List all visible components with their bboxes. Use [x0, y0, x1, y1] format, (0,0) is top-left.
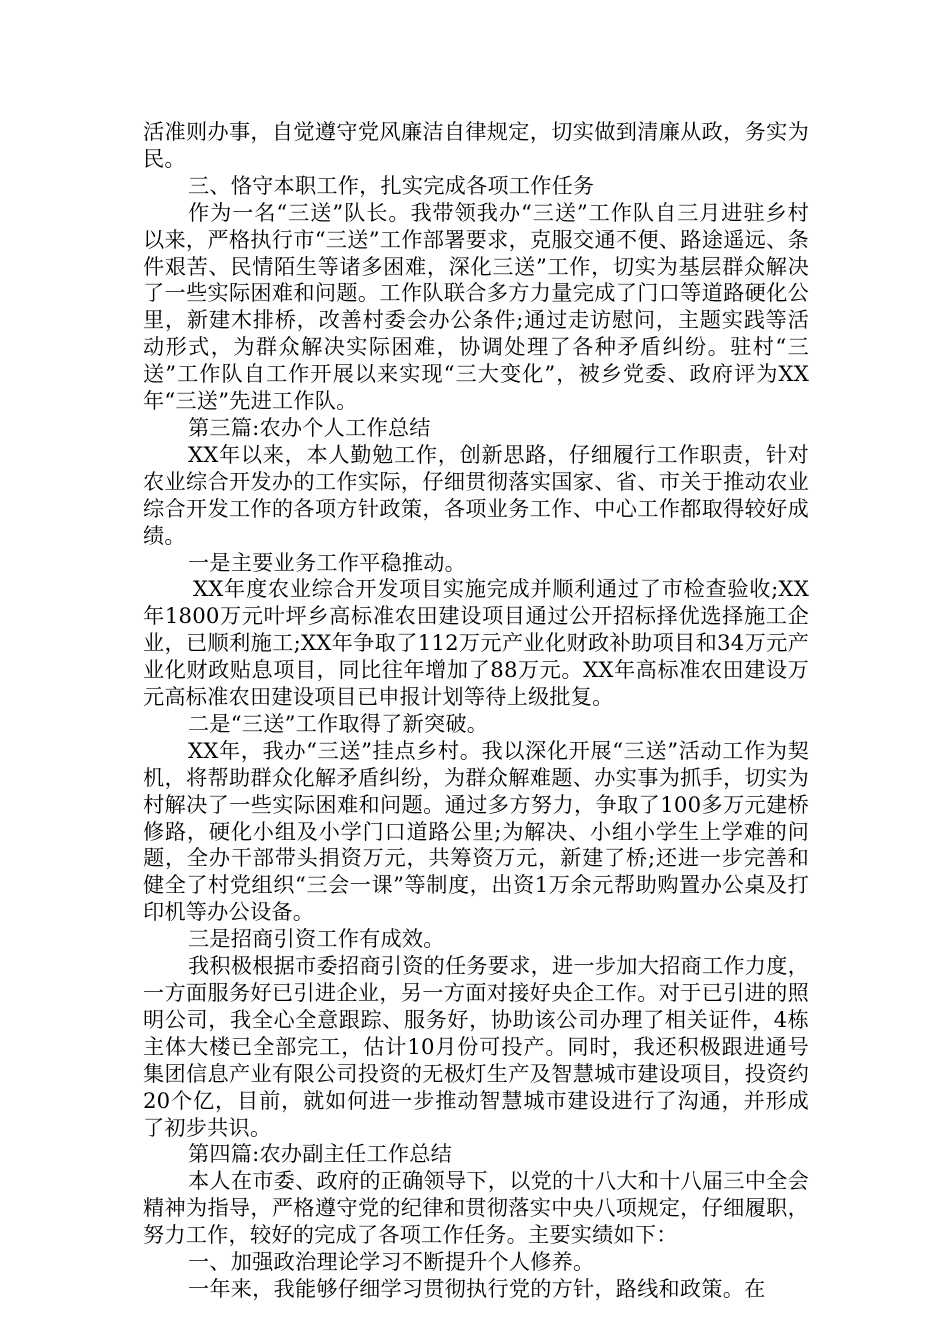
section-heading: 三是招商引资工作有成效。 — [188, 926, 445, 952]
paragraph: XX年，我办“三送”挂点乡村。我以深化开展“三送”活动工作为契机，将帮助群众化解矛盾纠纷，为群众解难题、办实事为抓手，切实为村解决了一些实际困难和问题。通过多方努力，争取了100多万元建桥修路，硬化小组及小学门口道路公里;为解决、小组小学生上学难的问题，全办干部带头捐资万元，共筹资万元，新建了桥;还进一步完善和健全了村党组织“三会一课”等制度，出资1万余元帮助购置办公桌及打印机等办公设备。 — [143, 737, 809, 925]
paragraph: XX年度农业综合开发项目实施完成并顺利通过了市检查验收;XX年1800万元叶坪乡高标准农田建设项目通过公开招标择优选择施工企业，已顺利施工;XX年争取了112万元产业化财政补助项目和34万元产业化财政贴息项目，同比往年增加了88万元。XX年高标准农田建设万元高标准农田建设项目已申报计划等待上级批复。 — [143, 576, 809, 710]
document-body — [143, 119, 809, 1303]
paragraph-continuation: 活准则办事，自觉遵守党风廉洁自律规定，切实做到清廉从政，务实为民。 — [143, 119, 809, 171]
section-heading: 二是“三送”工作取得了新突破。 — [188, 710, 489, 736]
section-heading: 一、加强政治理论学习不断提升个人修养。 — [188, 1249, 595, 1275]
paragraph: 我积极根据市委招商引资的任务要求，进一步加大招商工作力度，一方面服务好已引进企业，另一方面对接好央企工作。对于已引进的照明公司，我全心全意跟踪、服务好，协助该公司办理了相关证件，4栋主体大楼已全部完工，估计10月份可投产。同时，我还积极跟进通号集团信息产业有限公司投资的无极灯生产及智慧城市建设项目，投资约20个亿，目前，就如何进一步推动智慧城市建设进行了沟通，并形成了初步共识。 — [143, 953, 809, 1140]
paragraph: 一年来，我能够仔细学习贯彻执行党的方针，路线和政策。在 — [188, 1275, 766, 1301]
article-title: 第四篇:农办副主任工作总结 — [188, 1141, 452, 1167]
section-heading: 三、恪守本职工作，扎实完成各项工作任务 — [188, 172, 595, 198]
article-title: 第三篇:农办个人工作总结 — [188, 414, 431, 440]
paragraph: 本人在市委、政府的正确领导下，以党的十八大和十八届三中全会精神为指导，严格遵守党的纪律和贯彻落实中央八项规定，仔细履职，努力工作，较好的完成了各项工作任务。主要实绩如下： — [143, 1168, 809, 1248]
paragraph: 作为一名“三送”队长。我带领我办“三送”工作队自三月进驻乡村以来，严格执行市“三送”工作部署要求，克服交通不便、路途遥远、条件艰苦、民情陌生等诸多困难，深化三送”工作，切实为基层群众解决了一些实际困难和问题。工作队联合多方力量完成了门口等道路硬化公里，新建木排桥，改善村委会办公条件;通过走访慰问，主题实践等活动形式，为群众解决实际困难，协调处理了各种矛盾纠纷。驻村“三送”工作队自工作开展以来实现“三大变化”，被乡党委、政府评为XX年“三送”先进工作队。 — [143, 199, 809, 414]
section-heading: 一是主要业务工作平稳推动。 — [188, 549, 467, 575]
paragraph: XX年以来，本人勤勉工作，创新思路，仔细履行工作职责，针对农业综合开发办的工作实际，仔细贯彻落实国家、省、市关于推动农业综合开发工作的各项方针政策，各项业务工作、中心工作都取得较好成绩。 — [143, 441, 809, 548]
